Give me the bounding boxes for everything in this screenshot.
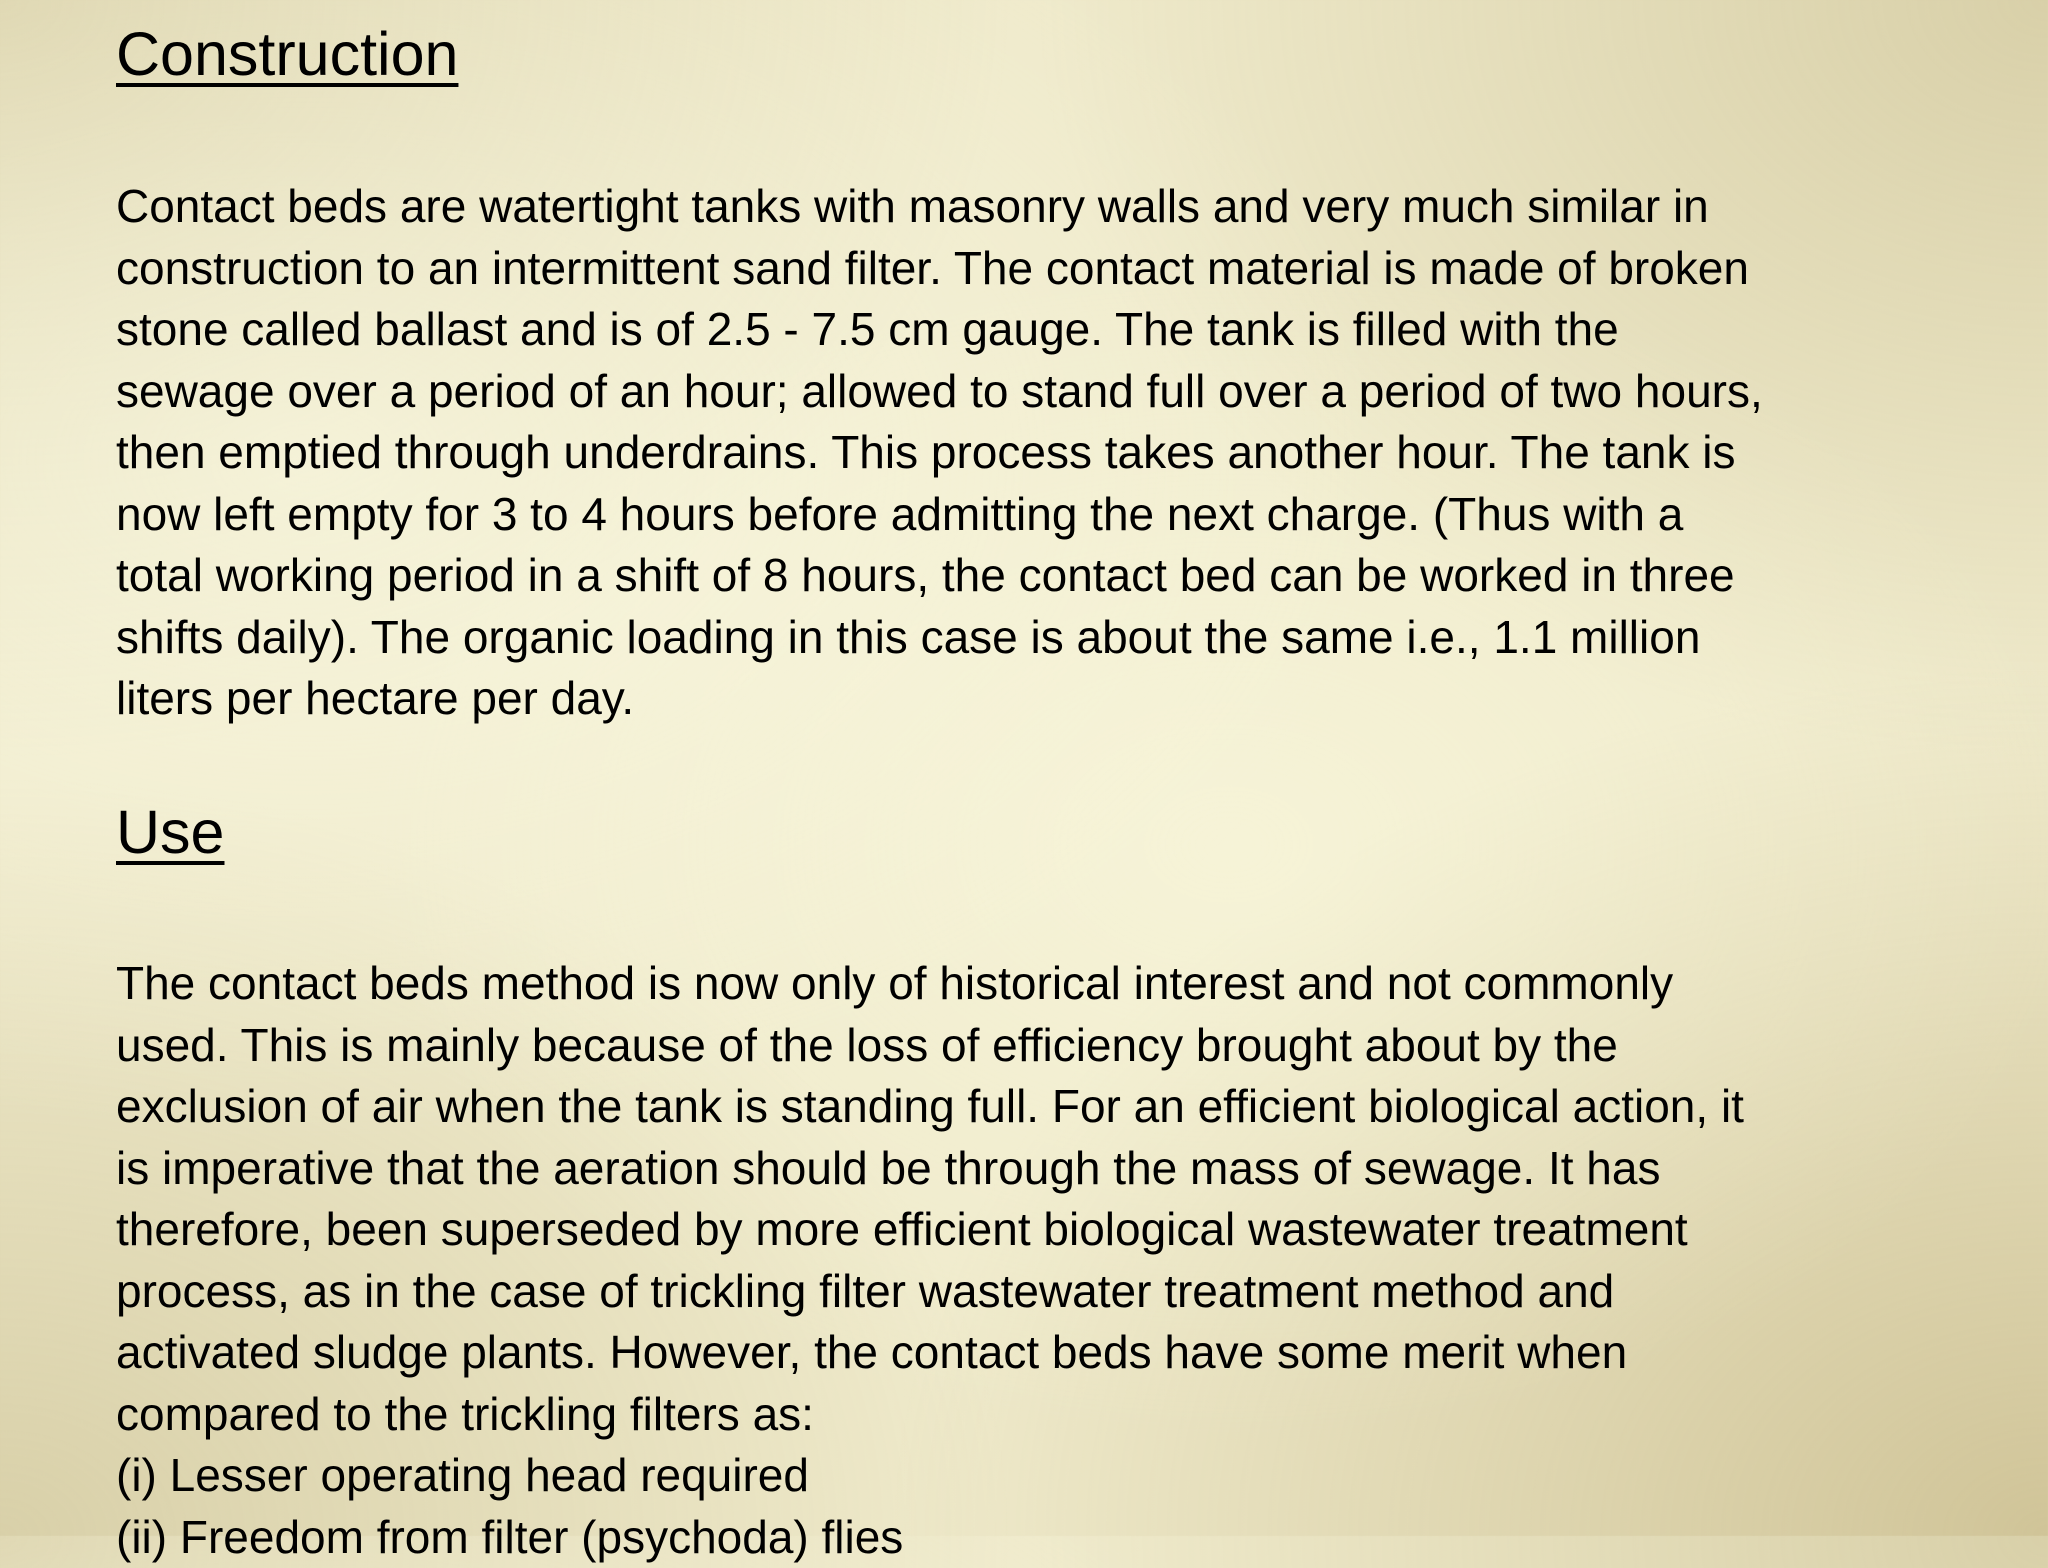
paragraph-line: The contact beds method is now only of historical interest and not commonly [116,953,1744,1015]
paragraph-line: total working period in a shift of 8 hours, the contact bed can be worked in three [116,545,1763,607]
paragraph-line: activated sludge plants. However, the contact beds have some merit when [116,1322,1744,1384]
paragraph-line: liters per hectare per day. [116,668,1763,730]
section-heading-construction: Construction [116,18,458,90]
paragraph-line: used. This is mainly because of the loss of efficiency brought about by the [116,1015,1744,1077]
paragraph-line: now left empty for 3 to 4 hours before admitting the next charge. (Thus with a [116,484,1763,546]
paragraph-line: therefore, been superseded by more efficient biological wastewater treatment [116,1199,1744,1261]
paragraph-line: then emptied through underdrains. This process takes another hour. The tank is [116,422,1763,484]
paragraph-line: is imperative that the aeration should be through the mass of sewage. It has [116,1138,1744,1200]
use-paragraph [116,953,1744,1568]
paragraph-line: stone called ballast and is of 2.5 - 7.5 cm gauge. The tank is filled with the [116,299,1763,361]
list-item: (i) Lesser operating head required [116,1445,1744,1507]
paragraph-line: exclusion of air when the tank is standing full. For an efficient biological action, it [116,1076,1744,1138]
paragraph-line: sewage over a period of an hour; allowed to stand full over a period of two hours, [116,361,1763,423]
paragraph-line: shifts daily). The organic loading in this case is about the same i.e., 1.1 million [116,607,1763,669]
construction-paragraph [116,176,1763,730]
paragraph-line: process, as in the case of trickling filter wastewater treatment method and [116,1261,1744,1323]
section-heading-use: Use [116,796,224,868]
list-item: (ii) Freedom from filter (psychoda) flies [116,1507,1744,1568]
paragraph-line: construction to an intermittent sand filter. The contact material is made of broken [116,238,1763,300]
paragraph-line: Contact beds are watertight tanks with masonry walls and very much similar in [116,176,1763,238]
paragraph-line: compared to the trickling filters as: [116,1384,1744,1446]
